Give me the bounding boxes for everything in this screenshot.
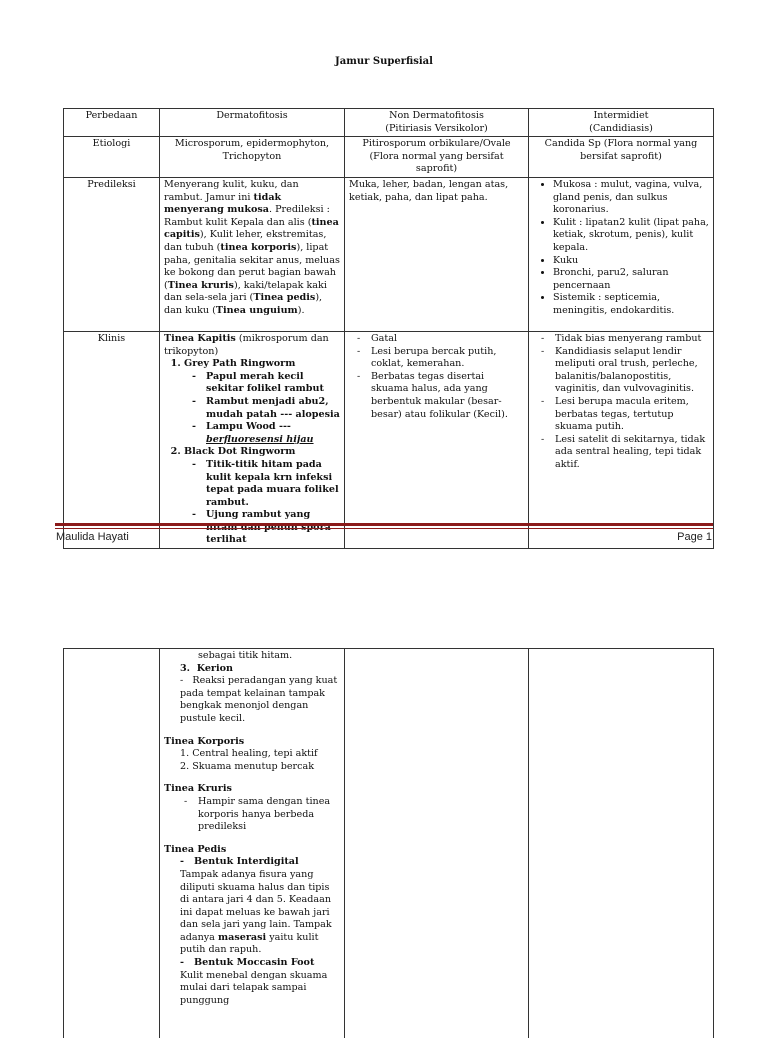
cell-klinis-non-dermatofitosis [345, 331, 529, 548]
bold-run: tinea korporis [220, 242, 296, 253]
header-text: Intermidiet [533, 110, 709, 123]
cell-etiologi-non-dermatofitosis: Pitirosporum orbikulare/Ovale (Flora normal yang bersifat saprofit) [345, 137, 529, 178]
cell-predileksi-intermidiet [529, 177, 714, 331]
list-item: - Gatal [371, 333, 524, 346]
text-run: Tampak adanya fisura yang diliputi skuama halus dan tipis di antara jari 4 dan 5. Keadaan ini dapat meluas ke bawah jari dan sela jari yang lain. Tampak adanya [180, 869, 332, 943]
moccasin-heading: - Bentuk Moccasin Foot [164, 957, 340, 970]
text-run: yaitu kulit putih dan rapuh. [180, 932, 318, 956]
text-run: ). [298, 305, 305, 316]
header-subtext: (Candidiasis) [533, 123, 709, 136]
header-text: Non Dermatofitosis [349, 110, 524, 123]
text-run: Lampu Wood --- [206, 421, 291, 432]
cell-klinis-intermidiet [529, 331, 714, 548]
list-item: - Rambut menjadi abu2, mudah patah --- alopesia [206, 396, 340, 421]
list-item: • Kulit : lipatan2 kulit (lipat paha, ketiak, skrotum, penis), kulit kepala. [553, 217, 709, 255]
header-intermidiet [529, 109, 714, 137]
text-run: ), Kulit leher, ekstremitas, dan tubuh ( [164, 229, 326, 253]
item-title: Kerion [197, 663, 233, 674]
list-item: - Papul merah kecil sekitar folikel rambut [206, 371, 340, 396]
interdigital-heading: - Bentuk Interdigital [164, 856, 340, 869]
header-perbedaan: Perbedaan [64, 109, 160, 137]
kerion-text: - Reaksi peradangan yang kuat pada tempat kelainan tampak bengkak menonjol dengan pustule kecil. [164, 675, 340, 725]
row-label-klinis: Klinis [64, 331, 160, 548]
dash-list [349, 333, 524, 421]
pedis-heading: Tinea Pedis [164, 844, 340, 857]
cell-klinis-dermatofitosis-continued [160, 649, 345, 1038]
footer-page-number: Page 1 [677, 531, 712, 543]
table-row-klinis [64, 331, 714, 548]
dash-list [184, 459, 340, 547]
predileksi-list [533, 179, 709, 318]
list-item: 1. Central healing, tepi aktif [164, 748, 340, 761]
list-item: - Kandidiasis selaput lendir meliputi oral trush, perleche, balanitis/balanopostitis, vaginitis, dan vulvovaginitis. [555, 346, 709, 396]
cell-predileksi-non-dermatofitosis: Muka, leher, badan, lengan atas, ketiak, paha, dan lipat paha. [345, 177, 529, 331]
row-label-etiologi: Etiologi [64, 137, 160, 178]
list-item [184, 358, 340, 446]
cell-etiologi-dermatofitosis: Microsporum, epidermophyton, Trichopyton [160, 137, 345, 178]
kerion-heading [164, 663, 340, 676]
bold-run: Tinea pedis [253, 292, 315, 303]
dash-list [533, 333, 709, 472]
italic-run: berfluoresensi hijau [206, 434, 314, 445]
item-number: 3. [180, 663, 190, 674]
list-item: • Mukosa : mulut, vagina, vulva, gland penis, dan sulkus koronarius. [553, 179, 709, 217]
item-title: Black Dot Ringworm [184, 446, 295, 457]
header-subtext: (Pitiriasis Versikolor) [349, 123, 524, 136]
header-non-dermatofitosis [345, 109, 529, 137]
item-title: Bentuk Interdigital [194, 856, 299, 867]
continued-text: sebagai titik hitam. [164, 650, 340, 663]
header-dermatofitosis: Dermatofitosis [160, 109, 345, 137]
table-row-predileksi [64, 177, 714, 331]
list-item: - Ujung rambut yang terlihat [206, 509, 340, 547]
text-run: Reaksi peradangan yang kuat pada tempat kelainan tampak bengkak menonjol dengan pustule kecil. [180, 675, 337, 724]
text-run: ), dan kuku ( [164, 292, 322, 316]
list-item: • Kuku [553, 255, 709, 268]
bold-run: Tinea unguium [216, 305, 298, 316]
cell-empty [345, 649, 529, 1038]
row-label-predileksi: Predileksi [64, 177, 160, 331]
list-item [184, 446, 340, 547]
tinea-kapitis-heading [164, 333, 340, 358]
dash-list [164, 796, 340, 834]
text-run: ), lipat paha, genitalia sekitar anus, meluas ke bokong dan perut bagian bawah ( [164, 242, 340, 291]
list-item: - Tidak bias menyerang rambut [555, 333, 709, 346]
document-title: Jamur Superfisial [0, 56, 768, 67]
list-item [206, 421, 340, 446]
list-item: - Titik-titik hitam pada kulit kepala krn infeksi tepat pada muara folikel rambut. [206, 459, 340, 509]
table-row-etiologi [64, 137, 714, 178]
moccasin-text: Kulit menebal dengan skuama mulai dari telapak sampai punggung [164, 970, 340, 1008]
list-item: • Bronchi, paru2, saluran pencernaan [553, 267, 709, 292]
korporis-heading: Tinea Korporis [164, 736, 340, 749]
cell-etiologi-intermidiet: Candida Sp (Flora normal yang bersifat saprofit) [529, 137, 714, 178]
list-item: 2. Skuama menutup bercak [164, 761, 340, 774]
bold-run: Tinea kruris [168, 280, 234, 291]
interdigital-text [164, 869, 340, 957]
list-item: - Hampir sama dengan tinea korporis hanya berbeda predileksi [198, 796, 340, 834]
list-item: - Lesi berupa macula eritem, berbatas tegas, tertutup skuama putih. [555, 396, 709, 434]
table-header-row [64, 109, 714, 137]
bold-run: Tinea Kapitis [164, 333, 236, 344]
footer-rule-thick [55, 523, 713, 526]
kapitis-numbered-list [164, 358, 340, 547]
comparison-table [63, 108, 714, 549]
item-title: Bentuk Moccasin Foot [194, 957, 314, 968]
list-item: • Sistemik : septicemia, meningitis, endokarditis. [553, 292, 709, 317]
bold-run: tinea capitis [164, 217, 339, 241]
cell-empty [529, 649, 714, 1038]
table-row-klinis-continued [64, 649, 714, 1038]
footer-author: Maulida Hayati [56, 531, 129, 543]
bold-run: tidak menyerang mukosa [164, 192, 281, 216]
kruris-heading: Tinea Kruris [164, 783, 340, 796]
item-title: Grey Path Ringworm [184, 358, 295, 369]
text-run: . Predileksi : Rambut kulit Kepala dan alis ( [164, 204, 330, 228]
cell-predileksi-dermatofitosis [160, 177, 345, 331]
cell-empty [64, 649, 160, 1038]
footer-rule-thin [55, 528, 713, 529]
text-run: ), kaki/telapak kaki dan sela-sela jari ( [164, 280, 327, 304]
text-run: Menyerang kulit, kuku, dan rambut. Jamur ini [164, 179, 299, 203]
list-item: - Berbatas tegas disertai skuama halus, ada yang berbentuk makular (besar-besar) atau folikular (Kecil). [371, 371, 524, 421]
bold-run: maserasi [218, 932, 266, 943]
dash-list [184, 371, 340, 447]
list-item: - Lesi berupa bercak putih, coklat, kemerahan. [371, 346, 524, 371]
cell-klinis-dermatofitosis [160, 331, 345, 548]
text-run: (mikrosporum dan trikopyton) [164, 333, 329, 357]
comparison-table-continued [63, 648, 714, 1038]
list-item: - Lesi satelit di sekitarnya, tidak ada sentral healing, tepi tidak aktif. [555, 434, 709, 472]
